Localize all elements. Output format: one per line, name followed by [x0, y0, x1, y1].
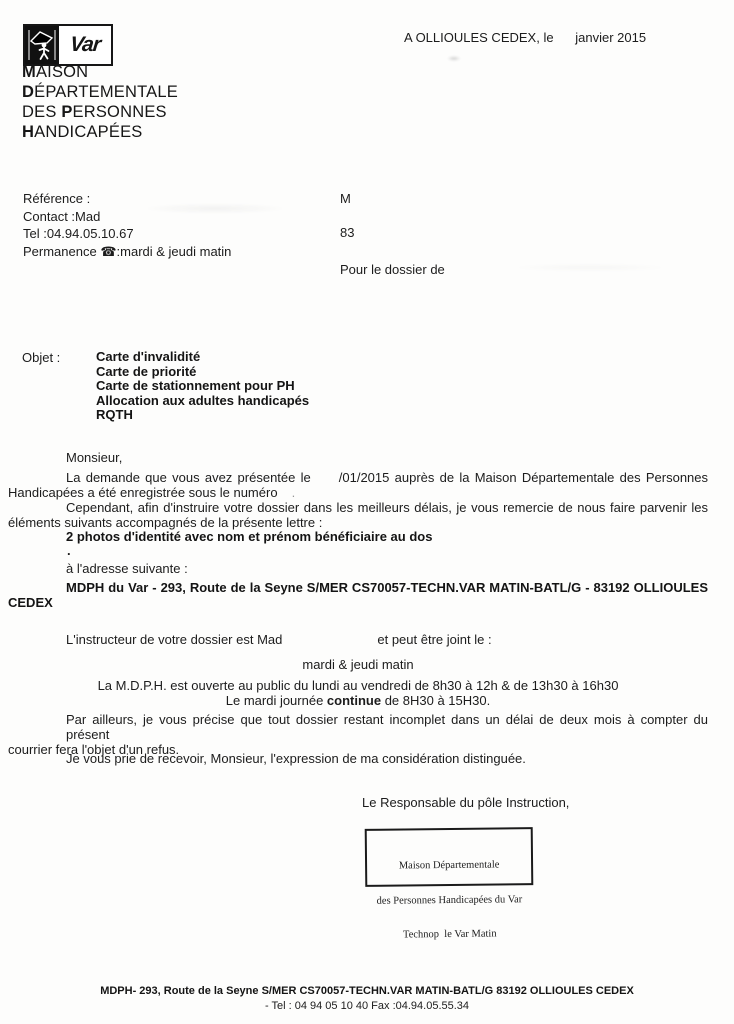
paragraph-line: La demande que vous avez présentée le /01/2015 auprès de la Maison Départementale des Personnes	[66, 470, 709, 485]
dossier-line: Pour le dossier de	[340, 262, 445, 277]
opening-hours-line2: Le mardi journée continue de 8H30 à 15H30.	[225, 693, 491, 708]
dateline: A OLLIOULES CEDEX, le janvier 2015	[404, 30, 647, 45]
stamp-line: Technop le Var Matin	[402, 928, 497, 941]
schedule-line: mardi & jeudi matin	[302, 657, 414, 672]
var-logo-text: Var	[68, 33, 102, 56]
recipient-name: M	[340, 191, 351, 206]
org-line: DÉPARTEMENTALE	[22, 83, 178, 101]
paragraph-line: Par ailleurs, je vous précise que tout dossier restant incomplet dans un délai de deux mois à compter du présent	[66, 712, 708, 742]
closing-formula: Je vous prie de recevoir, Monsieur, l'expression de ma considération distinguée.	[66, 751, 526, 766]
address-line: CEDEX	[8, 595, 53, 610]
org-wordmark	[22, 62, 178, 142]
paragraph-cependant	[8, 500, 708, 530]
salutation: Monsieur,	[66, 450, 123, 465]
paragraph-line: éléments suivants accompagnés de la présente lettre :	[8, 515, 323, 530]
org-line: MAISON	[22, 63, 89, 81]
phone-icon: ☎	[100, 243, 117, 259]
paragraph-line: Handicapées a été enregistrée sous le numéro .	[8, 485, 296, 500]
return-address	[8, 580, 708, 610]
paragraph-demande	[8, 470, 708, 500]
org-line: HANDICAPÉES	[22, 123, 143, 141]
address-intro: à l'adresse suivante :	[66, 561, 188, 576]
objet-items	[96, 350, 309, 423]
contact-line: Contact :Mad	[23, 208, 101, 224]
ink-stamp	[365, 827, 534, 941]
required-document: 2 photos d'identité avec nom et prénom bénéficiaire au dos	[66, 529, 433, 544]
objet-item: Allocation aux adultes handicapés	[96, 392, 310, 408]
lone-dot: .	[67, 543, 71, 558]
var-logo-pictogram	[25, 26, 59, 64]
var-logo	[23, 24, 113, 66]
instructor-line: L'instructeur de votre dossier est Mad et peut être joint le :	[66, 632, 492, 647]
stamp-line: Maison Départementale	[398, 859, 500, 872]
permanence-line: Permanence ☎:mardi & jeudi matin	[23, 243, 232, 259]
tel-line: Tel :04.94.05.10.67	[23, 226, 134, 241]
objet-item: RQTH	[96, 407, 133, 423]
footer-contact: - Tel : 04 94 05 10 40 Fax :04.94.05.55.34	[264, 1000, 470, 1012]
org-line: DES PERSONNES	[22, 103, 167, 121]
objet-item: Carte d'invalidité	[96, 349, 201, 364]
footer-address: MDPH- 293, Route de la Seyne S/MER CS70057-TECHN.VAR MATIN-BATL/G 83192 OLLIOULES CEDEX	[100, 985, 634, 997]
objet-item: Carte de stationnement pour PH	[96, 378, 295, 394]
paragraph-line: Cependant, afin d'instruire votre dossier dans les meilleurs délais, je vous remercie de nous faire parvenir les	[66, 500, 708, 515]
recipient-postal: 83	[340, 225, 355, 240]
signature-title: Le Responsable du pôle Instruction,	[362, 795, 570, 810]
address-line: MDPH du Var - 293, Route de la Seyne S/MER CS70057-TECHN.VAR MATIN-BATL/G - 83192 OLLIOULES	[66, 580, 708, 595]
scan-smudge	[505, 263, 675, 272]
reference-block	[23, 190, 231, 260]
objet-label: Objet :	[22, 350, 61, 365]
opening-hours-line1: La M.D.P.H. est ouverte au public du lundi au vendredi de 8h30 à 12h & de 13h30 à 16h30	[97, 678, 619, 693]
stamp-line: des Personnes Handicapées du Var	[376, 893, 523, 907]
paragraph-line: courrier fera l'objet d'un refus.	[8, 742, 180, 757]
reference-label: Référence :	[23, 191, 91, 206]
objet-item: Carte de priorité	[96, 363, 197, 379]
scan-smudge	[447, 56, 461, 61]
